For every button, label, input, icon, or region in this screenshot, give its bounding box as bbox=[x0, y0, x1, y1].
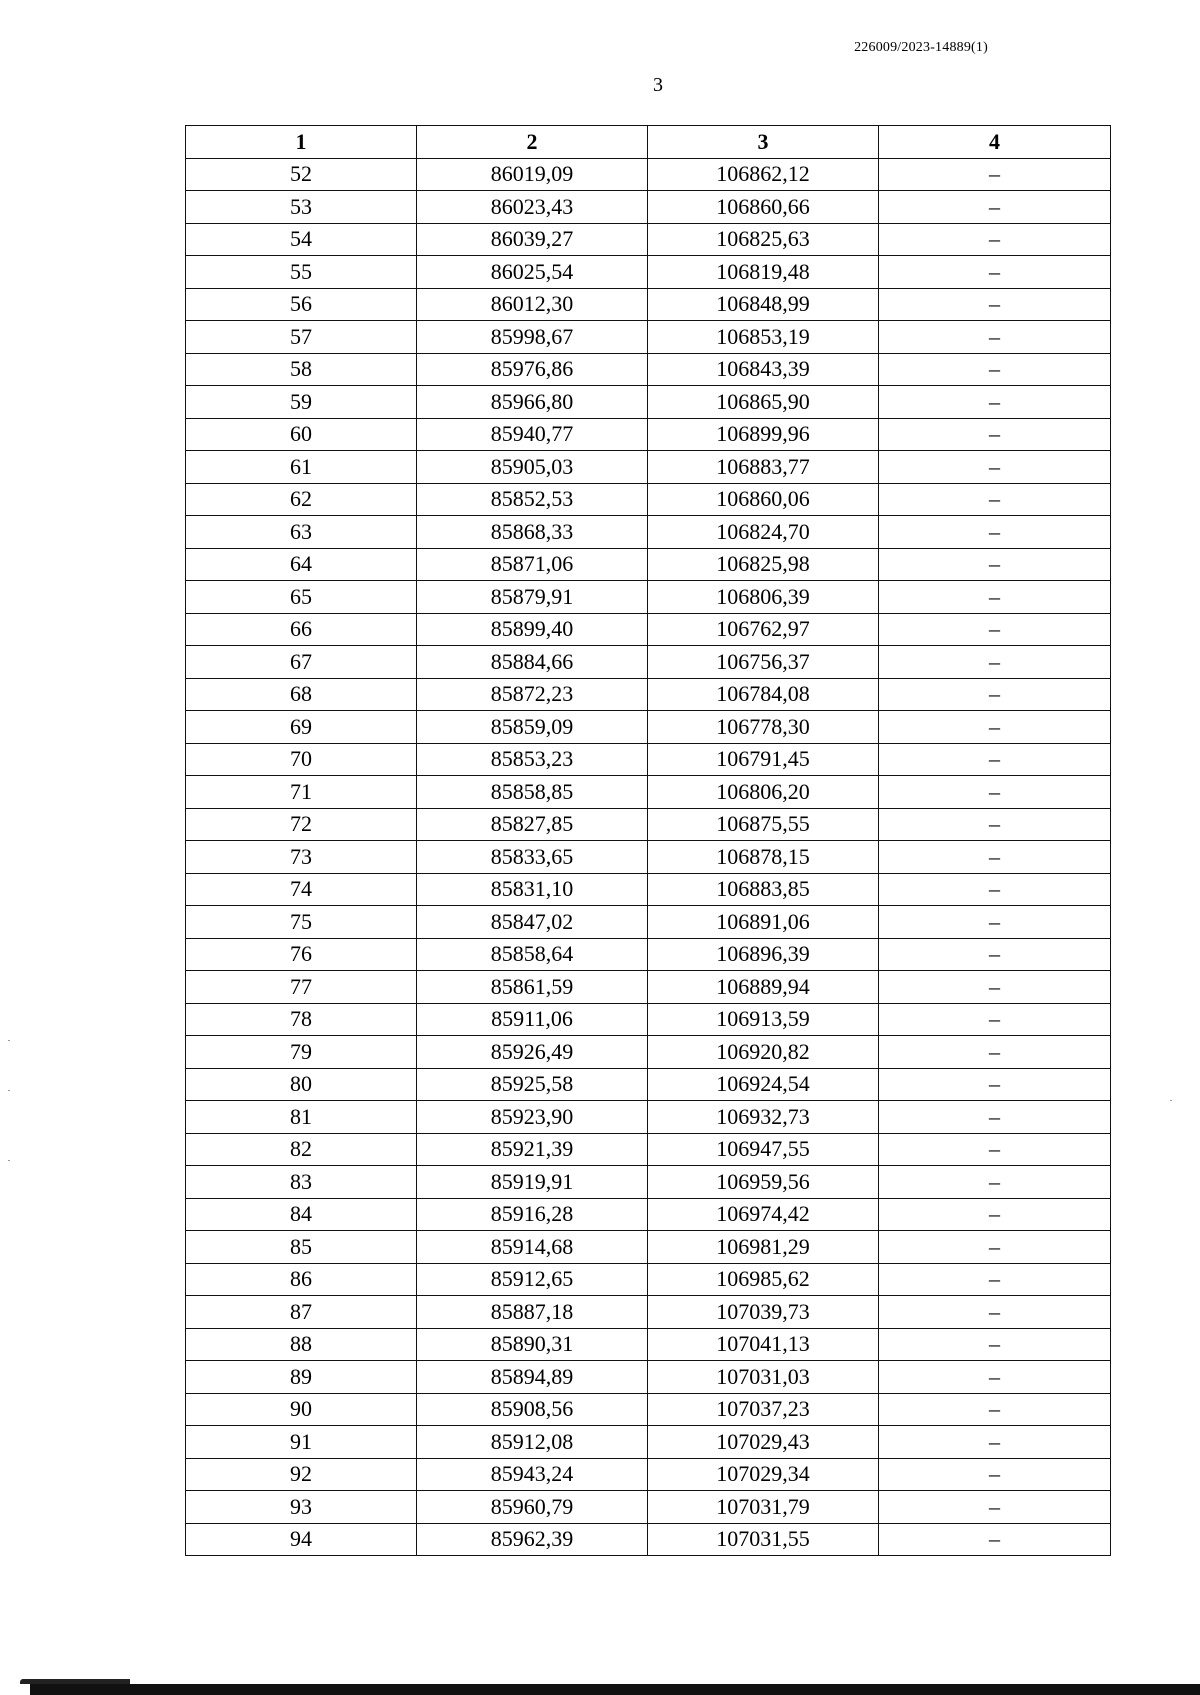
y-coordinate-cell: 106883,77 bbox=[648, 451, 879, 484]
header-row bbox=[186, 126, 1111, 159]
table-row bbox=[186, 223, 1111, 256]
x-coordinate-cell: 85861,59 bbox=[417, 971, 648, 1004]
point-number-cell: 62 bbox=[186, 483, 417, 516]
x-coordinate-cell: 85960,79 bbox=[417, 1491, 648, 1524]
x-coordinate-cell: 85966,80 bbox=[417, 386, 648, 419]
x-coordinate-cell: 85925,58 bbox=[417, 1068, 648, 1101]
table-row bbox=[186, 451, 1111, 484]
y-coordinate-cell: 106848,99 bbox=[648, 288, 879, 321]
y-coordinate-cell: 106924,54 bbox=[648, 1068, 879, 1101]
table-row bbox=[186, 938, 1111, 971]
table-row bbox=[186, 256, 1111, 289]
table-row bbox=[186, 1068, 1111, 1101]
coordinates-table bbox=[185, 125, 1111, 1556]
x-coordinate-cell: 86012,30 bbox=[417, 288, 648, 321]
scan-speck bbox=[8, 1040, 10, 1041]
point-number-cell: 87 bbox=[186, 1296, 417, 1329]
column-header: 1 bbox=[186, 126, 417, 159]
table-header bbox=[186, 126, 1111, 159]
table-row bbox=[186, 288, 1111, 321]
note-cell: – bbox=[879, 353, 1111, 386]
table-row bbox=[186, 711, 1111, 744]
note-cell: – bbox=[879, 1133, 1111, 1166]
note-cell: – bbox=[879, 1068, 1111, 1101]
y-coordinate-cell: 106913,59 bbox=[648, 1003, 879, 1036]
y-coordinate-cell: 107031,03 bbox=[648, 1361, 879, 1394]
table-body bbox=[186, 158, 1111, 1556]
y-coordinate-cell: 106878,15 bbox=[648, 841, 879, 874]
table-row bbox=[186, 581, 1111, 614]
point-number-cell: 91 bbox=[186, 1426, 417, 1459]
point-number-cell: 60 bbox=[186, 418, 417, 451]
point-number-cell: 71 bbox=[186, 776, 417, 809]
point-number-cell: 84 bbox=[186, 1198, 417, 1231]
point-number-cell: 67 bbox=[186, 646, 417, 679]
note-cell: – bbox=[879, 1198, 1111, 1231]
table-row bbox=[186, 1361, 1111, 1394]
table-row bbox=[186, 1101, 1111, 1134]
note-cell: – bbox=[879, 646, 1111, 679]
x-coordinate-cell: 86023,43 bbox=[417, 191, 648, 224]
x-coordinate-cell: 85890,31 bbox=[417, 1328, 648, 1361]
y-coordinate-cell: 106825,98 bbox=[648, 548, 879, 581]
x-coordinate-cell: 85926,49 bbox=[417, 1036, 648, 1069]
x-coordinate-cell: 85914,68 bbox=[417, 1231, 648, 1264]
note-cell: – bbox=[879, 581, 1111, 614]
point-number-cell: 65 bbox=[186, 581, 417, 614]
y-coordinate-cell: 106853,19 bbox=[648, 321, 879, 354]
point-number-cell: 68 bbox=[186, 678, 417, 711]
table-row bbox=[186, 1036, 1111, 1069]
x-coordinate-cell: 85852,53 bbox=[417, 483, 648, 516]
table-row bbox=[186, 1296, 1111, 1329]
table-row bbox=[186, 1003, 1111, 1036]
note-cell: – bbox=[879, 1296, 1111, 1329]
y-coordinate-cell: 106860,06 bbox=[648, 483, 879, 516]
point-number-cell: 80 bbox=[186, 1068, 417, 1101]
y-coordinate-cell: 107029,34 bbox=[648, 1458, 879, 1491]
table-row bbox=[186, 1458, 1111, 1491]
point-number-cell: 56 bbox=[186, 288, 417, 321]
point-number-cell: 82 bbox=[186, 1133, 417, 1166]
note-cell: – bbox=[879, 321, 1111, 354]
note-cell: – bbox=[879, 1491, 1111, 1524]
point-number-cell: 52 bbox=[186, 158, 417, 191]
x-coordinate-cell: 85872,23 bbox=[417, 678, 648, 711]
note-cell: – bbox=[879, 1328, 1111, 1361]
y-coordinate-cell: 106865,90 bbox=[648, 386, 879, 419]
x-coordinate-cell: 85884,66 bbox=[417, 646, 648, 679]
table-row bbox=[186, 191, 1111, 224]
note-cell: – bbox=[879, 548, 1111, 581]
point-number-cell: 73 bbox=[186, 841, 417, 874]
y-coordinate-cell: 107031,79 bbox=[648, 1491, 879, 1524]
point-number-cell: 70 bbox=[186, 743, 417, 776]
point-number-cell: 55 bbox=[186, 256, 417, 289]
table-row bbox=[186, 321, 1111, 354]
y-coordinate-cell: 106875,55 bbox=[648, 808, 879, 841]
x-coordinate-cell: 85858,64 bbox=[417, 938, 648, 971]
point-number-cell: 75 bbox=[186, 906, 417, 939]
point-number-cell: 58 bbox=[186, 353, 417, 386]
note-cell: – bbox=[879, 516, 1111, 549]
note-cell: – bbox=[879, 483, 1111, 516]
x-coordinate-cell: 85868,33 bbox=[417, 516, 648, 549]
table-row bbox=[186, 386, 1111, 419]
note-cell: – bbox=[879, 223, 1111, 256]
note-cell: – bbox=[879, 1101, 1111, 1134]
table-row bbox=[186, 906, 1111, 939]
x-coordinate-cell: 85908,56 bbox=[417, 1393, 648, 1426]
note-cell: – bbox=[879, 808, 1111, 841]
x-coordinate-cell: 85859,09 bbox=[417, 711, 648, 744]
table-row bbox=[186, 808, 1111, 841]
point-number-cell: 63 bbox=[186, 516, 417, 549]
table-row bbox=[186, 841, 1111, 874]
table-row bbox=[186, 1133, 1111, 1166]
note-cell: – bbox=[879, 678, 1111, 711]
y-coordinate-cell: 107037,23 bbox=[648, 1393, 879, 1426]
scan-speck bbox=[1170, 1100, 1172, 1101]
note-cell: – bbox=[879, 386, 1111, 419]
note-cell: – bbox=[879, 1263, 1111, 1296]
note-cell: – bbox=[879, 191, 1111, 224]
table-row bbox=[186, 1198, 1111, 1231]
table-row bbox=[186, 613, 1111, 646]
table-row bbox=[186, 1426, 1111, 1459]
point-number-cell: 77 bbox=[186, 971, 417, 1004]
note-cell: – bbox=[879, 743, 1111, 776]
y-coordinate-cell: 106843,39 bbox=[648, 353, 879, 386]
scan-speck bbox=[8, 1160, 10, 1161]
y-coordinate-cell: 106806,20 bbox=[648, 776, 879, 809]
y-coordinate-cell: 106756,37 bbox=[648, 646, 879, 679]
table-row bbox=[186, 776, 1111, 809]
table-row bbox=[186, 743, 1111, 776]
y-coordinate-cell: 106889,94 bbox=[648, 971, 879, 1004]
x-coordinate-cell: 85923,90 bbox=[417, 1101, 648, 1134]
x-coordinate-cell: 85871,06 bbox=[417, 548, 648, 581]
point-number-cell: 53 bbox=[186, 191, 417, 224]
point-number-cell: 61 bbox=[186, 451, 417, 484]
y-coordinate-cell: 106860,66 bbox=[648, 191, 879, 224]
table-row bbox=[186, 971, 1111, 1004]
note-cell: – bbox=[879, 288, 1111, 321]
x-coordinate-cell: 85831,10 bbox=[417, 873, 648, 906]
y-coordinate-cell: 106899,96 bbox=[648, 418, 879, 451]
x-coordinate-cell: 85998,67 bbox=[417, 321, 648, 354]
x-coordinate-cell: 85919,91 bbox=[417, 1166, 648, 1199]
scan-speck bbox=[8, 1090, 10, 1091]
y-coordinate-cell: 106784,08 bbox=[648, 678, 879, 711]
y-coordinate-cell: 106891,06 bbox=[648, 906, 879, 939]
x-coordinate-cell: 85976,86 bbox=[417, 353, 648, 386]
note-cell: – bbox=[879, 1036, 1111, 1069]
note-cell: – bbox=[879, 1361, 1111, 1394]
y-coordinate-cell: 106825,63 bbox=[648, 223, 879, 256]
x-coordinate-cell: 85887,18 bbox=[417, 1296, 648, 1329]
table-row bbox=[186, 1393, 1111, 1426]
column-header: 2 bbox=[417, 126, 648, 159]
table-row bbox=[186, 1523, 1111, 1556]
y-coordinate-cell: 106959,56 bbox=[648, 1166, 879, 1199]
table-row bbox=[186, 1491, 1111, 1524]
y-coordinate-cell: 106932,73 bbox=[648, 1101, 879, 1134]
x-coordinate-cell: 86039,27 bbox=[417, 223, 648, 256]
y-coordinate-cell: 106819,48 bbox=[648, 256, 879, 289]
note-cell: – bbox=[879, 256, 1111, 289]
point-number-cell: 54 bbox=[186, 223, 417, 256]
point-number-cell: 66 bbox=[186, 613, 417, 646]
table-row bbox=[186, 158, 1111, 191]
table-row bbox=[186, 873, 1111, 906]
x-coordinate-cell: 85853,23 bbox=[417, 743, 648, 776]
note-cell: – bbox=[879, 1003, 1111, 1036]
note-cell: – bbox=[879, 1393, 1111, 1426]
x-coordinate-cell: 85833,65 bbox=[417, 841, 648, 874]
note-cell: – bbox=[879, 841, 1111, 874]
table-row bbox=[186, 678, 1111, 711]
note-cell: – bbox=[879, 158, 1111, 191]
table-row bbox=[186, 1166, 1111, 1199]
note-cell: – bbox=[879, 906, 1111, 939]
point-number-cell: 92 bbox=[186, 1458, 417, 1491]
y-coordinate-cell: 106974,42 bbox=[648, 1198, 879, 1231]
note-cell: – bbox=[879, 711, 1111, 744]
point-number-cell: 89 bbox=[186, 1361, 417, 1394]
point-number-cell: 74 bbox=[186, 873, 417, 906]
document-id: 226009/2023-14889(1) bbox=[854, 40, 988, 55]
point-number-cell: 90 bbox=[186, 1393, 417, 1426]
point-number-cell: 78 bbox=[186, 1003, 417, 1036]
note-cell: – bbox=[879, 1523, 1111, 1556]
table-row bbox=[186, 548, 1111, 581]
x-coordinate-cell: 85916,28 bbox=[417, 1198, 648, 1231]
y-coordinate-cell: 106791,45 bbox=[648, 743, 879, 776]
x-coordinate-cell: 85962,39 bbox=[417, 1523, 648, 1556]
x-coordinate-cell: 85911,06 bbox=[417, 1003, 648, 1036]
x-coordinate-cell: 85879,91 bbox=[417, 581, 648, 614]
point-number-cell: 57 bbox=[186, 321, 417, 354]
x-coordinate-cell: 86025,54 bbox=[417, 256, 648, 289]
y-coordinate-cell: 106883,85 bbox=[648, 873, 879, 906]
y-coordinate-cell: 106985,62 bbox=[648, 1263, 879, 1296]
point-number-cell: 76 bbox=[186, 938, 417, 971]
y-coordinate-cell: 107031,55 bbox=[648, 1523, 879, 1556]
table-row bbox=[186, 516, 1111, 549]
x-coordinate-cell: 85827,85 bbox=[417, 808, 648, 841]
y-coordinate-cell: 106981,29 bbox=[648, 1231, 879, 1264]
x-coordinate-cell: 86019,09 bbox=[417, 158, 648, 191]
note-cell: – bbox=[879, 451, 1111, 484]
x-coordinate-cell: 85905,03 bbox=[417, 451, 648, 484]
note-cell: – bbox=[879, 613, 1111, 646]
table-row bbox=[186, 483, 1111, 516]
y-coordinate-cell: 106778,30 bbox=[648, 711, 879, 744]
y-coordinate-cell: 107041,13 bbox=[648, 1328, 879, 1361]
x-coordinate-cell: 85847,02 bbox=[417, 906, 648, 939]
point-number-cell: 69 bbox=[186, 711, 417, 744]
table-row bbox=[186, 418, 1111, 451]
y-coordinate-cell: 106806,39 bbox=[648, 581, 879, 614]
point-number-cell: 79 bbox=[186, 1036, 417, 1069]
note-cell: – bbox=[879, 1166, 1111, 1199]
point-number-cell: 72 bbox=[186, 808, 417, 841]
x-coordinate-cell: 85912,08 bbox=[417, 1426, 648, 1459]
point-number-cell: 86 bbox=[186, 1263, 417, 1296]
page-number: 3 bbox=[653, 74, 663, 96]
note-cell: – bbox=[879, 776, 1111, 809]
column-header: 3 bbox=[648, 126, 879, 159]
point-number-cell: 88 bbox=[186, 1328, 417, 1361]
y-coordinate-cell: 106896,39 bbox=[648, 938, 879, 971]
scan-edge-bar bbox=[30, 1684, 1200, 1695]
x-coordinate-cell: 85943,24 bbox=[417, 1458, 648, 1491]
note-cell: – bbox=[879, 1458, 1111, 1491]
table-row bbox=[186, 1328, 1111, 1361]
y-coordinate-cell: 107039,73 bbox=[648, 1296, 879, 1329]
x-coordinate-cell: 85858,85 bbox=[417, 776, 648, 809]
y-coordinate-cell: 106824,70 bbox=[648, 516, 879, 549]
note-cell: – bbox=[879, 1426, 1111, 1459]
x-coordinate-cell: 85912,65 bbox=[417, 1263, 648, 1296]
y-coordinate-cell: 106947,55 bbox=[648, 1133, 879, 1166]
point-number-cell: 59 bbox=[186, 386, 417, 419]
table-row bbox=[186, 646, 1111, 679]
column-header: 4 bbox=[879, 126, 1111, 159]
note-cell: – bbox=[879, 971, 1111, 1004]
point-number-cell: 94 bbox=[186, 1523, 417, 1556]
note-cell: – bbox=[879, 1231, 1111, 1264]
x-coordinate-cell: 85940,77 bbox=[417, 418, 648, 451]
note-cell: – bbox=[879, 418, 1111, 451]
note-cell: – bbox=[879, 873, 1111, 906]
x-coordinate-cell: 85921,39 bbox=[417, 1133, 648, 1166]
point-number-cell: 85 bbox=[186, 1231, 417, 1264]
y-coordinate-cell: 106862,12 bbox=[648, 158, 879, 191]
note-cell: – bbox=[879, 938, 1111, 971]
table-row bbox=[186, 1263, 1111, 1296]
point-number-cell: 64 bbox=[186, 548, 417, 581]
point-number-cell: 81 bbox=[186, 1101, 417, 1134]
table-row bbox=[186, 353, 1111, 386]
x-coordinate-cell: 85894,89 bbox=[417, 1361, 648, 1394]
point-number-cell: 93 bbox=[186, 1491, 417, 1524]
point-number-cell: 83 bbox=[186, 1166, 417, 1199]
y-coordinate-cell: 106920,82 bbox=[648, 1036, 879, 1069]
y-coordinate-cell: 107029,43 bbox=[648, 1426, 879, 1459]
table-row bbox=[186, 1231, 1111, 1264]
y-coordinate-cell: 106762,97 bbox=[648, 613, 879, 646]
x-coordinate-cell: 85899,40 bbox=[417, 613, 648, 646]
